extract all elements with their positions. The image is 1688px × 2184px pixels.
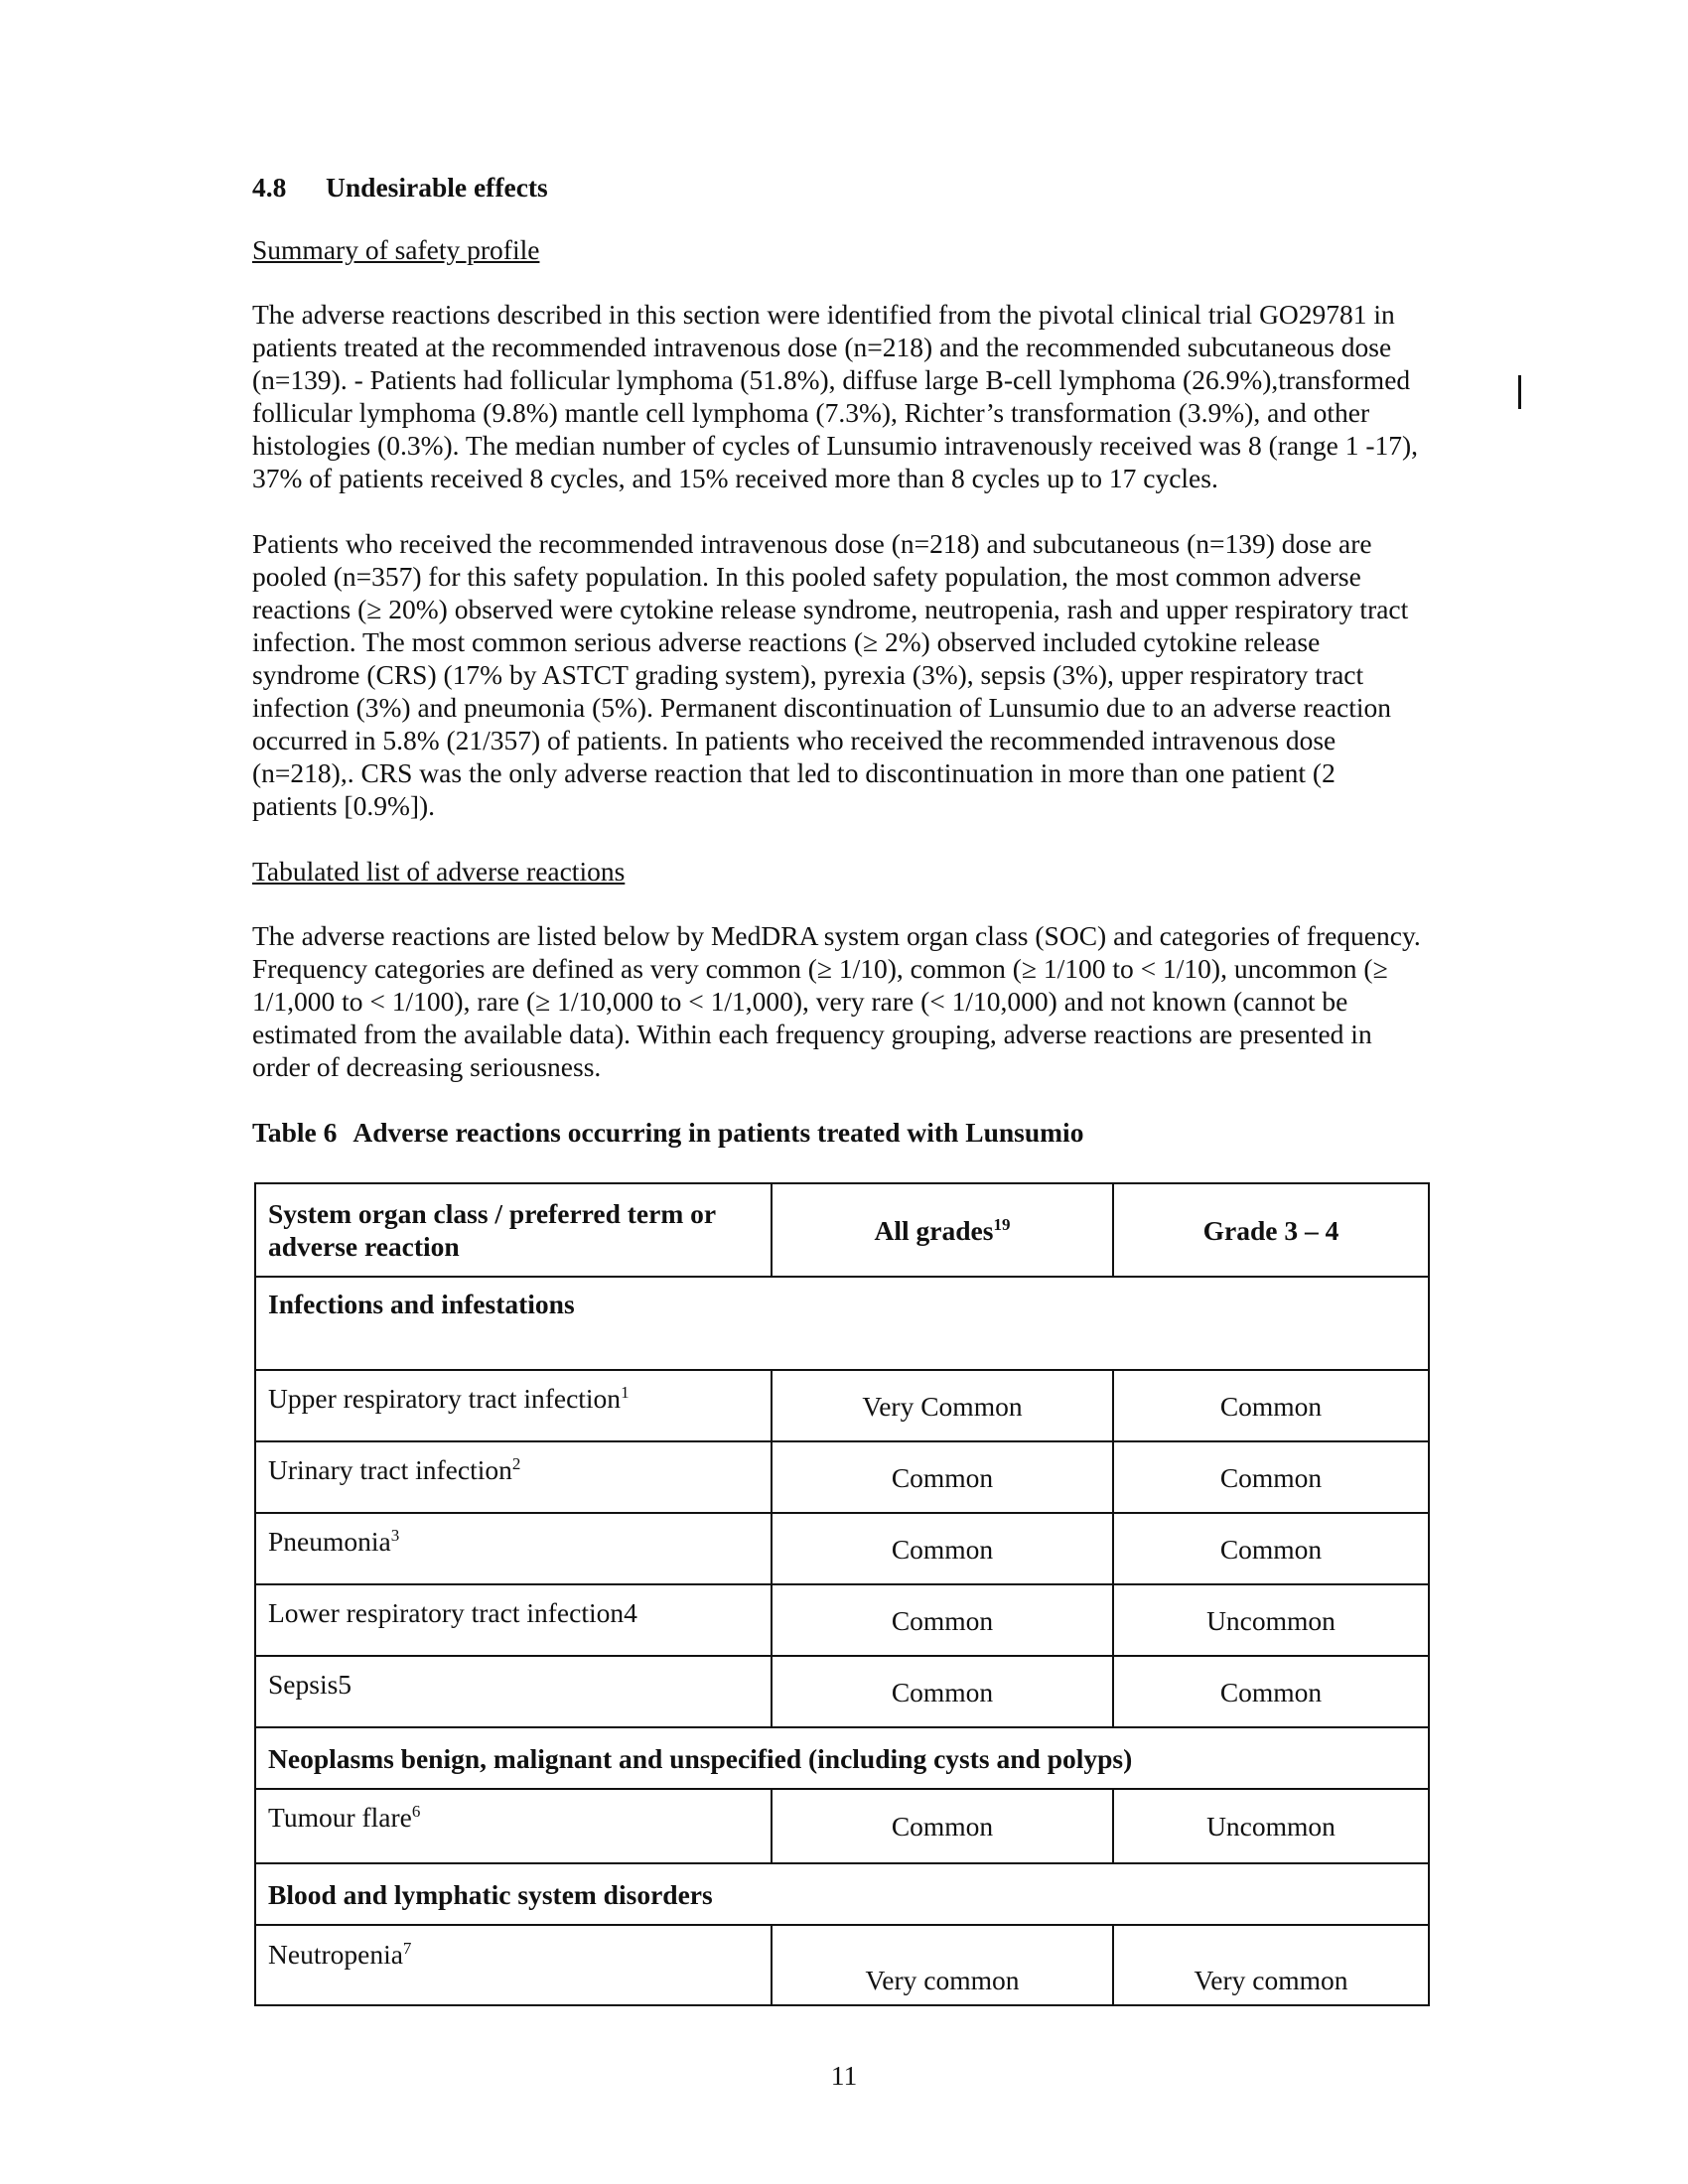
term-label: Neutropenia bbox=[268, 1939, 403, 1970]
term-cell bbox=[255, 1370, 772, 1441]
header-all-grades-label: All grades bbox=[874, 1214, 994, 1246]
term-cell bbox=[255, 1656, 772, 1727]
term-cell bbox=[255, 1441, 772, 1513]
all-grades-cell: Very common bbox=[772, 1925, 1113, 2005]
grade-3-4-cell: Common bbox=[1113, 1370, 1429, 1441]
all-grades-cell: Common bbox=[772, 1584, 1113, 1656]
table-number: Table 6 bbox=[252, 1117, 338, 1148]
page-number: 11 bbox=[830, 2060, 858, 2091]
table-row bbox=[255, 1584, 1429, 1656]
term-label: Sepsis5 bbox=[268, 1669, 352, 1700]
all-grades-cell: Common bbox=[772, 1789, 1113, 1863]
header-soc: System organ class / preferred term or adverse reaction bbox=[255, 1183, 772, 1277]
header-all-grades bbox=[772, 1183, 1113, 1277]
table-row bbox=[255, 1925, 1429, 2005]
soc-row bbox=[255, 1277, 1429, 1370]
section-title: Undesirable effects bbox=[326, 172, 548, 203]
table-caption bbox=[252, 1116, 1424, 1149]
paragraph-safety-population: Patients who received the recommended intravenous dose (n=218) and subcutaneous (n=139) dose are pooled (n=357) for this safety population. In this pooled safety population, the most common adverse reactions (≥ 20%) observed were cytokine release syndrome, neutropenia, rash and upper respiratory tract infection. The most common serious adverse reactions (≥ 2%) observed included cytokine release syndrome (CRS) (17% by ASTCT grading system), pyrexia (3%), sepsis (3%), upper respiratory tract infection (3%) and pneumonia (5%). Permanent discontinuation of Lunsumio due to an adverse reaction occurred in 5.8% (21/357) of patients. In patients who received the recommended intravenous dose (n=218),. CRS was the only adverse reaction that led to discontinuation in more than one patient (2 patients [0.9%]). bbox=[252, 528, 1409, 821]
term-footnote: 3 bbox=[390, 1525, 400, 1545]
soc-blood-lymphatic: Blood and lymphatic system disorders bbox=[255, 1863, 1429, 1925]
summary-heading: Summary of safety profile bbox=[252, 234, 540, 265]
all-grades-cell: Common bbox=[772, 1441, 1113, 1513]
paragraph-study-description: The adverse reactions described in this section were identified from the pivotal clinical trial GO29781 in patients treated at the recommended intravenous dose (n=218) and the recommended subcutaneous dose (n=139). - Patients had follicular lymphoma (51.8%), diffuse large B-cell lymphoma (26.9%),transformed follicular lymphoma (9.8%) mantle cell lymphoma (7.3%), Richter’s transformation (3.9%), and other histologies (0.3%). The median number of cycles of Lunsumio intravenously received was 8 (range 1 -17), 37% of patients received 8 cycles, and 15% received more than 8 cycles up to 17 cycles. bbox=[252, 299, 1419, 493]
table-row bbox=[255, 1513, 1429, 1584]
grade-3-4-cell: Common bbox=[1113, 1441, 1429, 1513]
term-label: Pneumonia bbox=[268, 1526, 391, 1557]
term-cell bbox=[255, 1584, 772, 1656]
paragraph-frequency-categories: The adverse reactions are listed below by MedDRA system organ class (SOC) and categories of frequency. Frequency categories are defined as very common (≥ 1/10), common (≥ 1/100 to < 1/10), uncommon (≥ 1/1,000 to < 1/100), rare (≥ 1/10,000 to < 1/1,000), very rare (< 1/10,000) and not known (cannot be estimated from the available data). Within each frequency grouping, adverse reactions are presented in order of decreasing seriousness. bbox=[252, 920, 1421, 1082]
soc-row bbox=[255, 1727, 1429, 1789]
header-all-grades-footnote: 19 bbox=[993, 1214, 1011, 1234]
grade-3-4-cell: Uncommon bbox=[1113, 1584, 1429, 1656]
adverse-reactions-table bbox=[254, 1182, 1430, 2006]
soc-row bbox=[255, 1863, 1429, 1925]
grade-3-4-cell: Very common bbox=[1113, 1925, 1429, 2005]
table-row bbox=[255, 1441, 1429, 1513]
soc-neoplasms: Neoplasms benign, malignant and unspecified (including cysts and polyps) bbox=[255, 1727, 1429, 1789]
page-content bbox=[252, 171, 1424, 2006]
table-row bbox=[255, 1789, 1429, 1863]
section-number: 4.8 bbox=[252, 172, 287, 203]
term-footnote: 7 bbox=[402, 1938, 412, 1958]
term-footnote: 1 bbox=[621, 1382, 630, 1402]
tabulated-heading: Tabulated list of adverse reactions bbox=[252, 856, 626, 887]
grade-3-4-cell: Common bbox=[1113, 1656, 1429, 1727]
term-footnote: 6 bbox=[411, 1801, 421, 1821]
table-row bbox=[255, 1656, 1429, 1727]
grade-3-4-cell: Uncommon bbox=[1113, 1789, 1429, 1863]
header-grade-3-4: Grade 3 – 4 bbox=[1113, 1183, 1429, 1277]
all-grades-cell: Common bbox=[772, 1656, 1113, 1727]
term-label: Upper respiratory tract infection bbox=[268, 1383, 622, 1414]
term-cell bbox=[255, 1513, 772, 1584]
soc-infections: Infections and infestations bbox=[255, 1277, 1429, 1370]
term-label: Urinary tract infection bbox=[268, 1454, 512, 1485]
grade-3-4-cell: Common bbox=[1113, 1513, 1429, 1584]
table-row bbox=[255, 1370, 1429, 1441]
section-heading bbox=[252, 171, 1424, 204]
all-grades-cell: Very Common bbox=[772, 1370, 1113, 1441]
term-label: Tumour flare bbox=[268, 1802, 412, 1833]
term-cell bbox=[255, 1925, 772, 2005]
all-grades-cell: Common bbox=[772, 1513, 1113, 1584]
table-title: Adverse reactions occurring in patients treated with Lunsumio bbox=[352, 1117, 1084, 1148]
revision-change-bar bbox=[1518, 375, 1521, 409]
table-header-row bbox=[255, 1183, 1429, 1277]
term-label: Lower respiratory tract infection4 bbox=[268, 1597, 637, 1628]
term-footnote: 2 bbox=[511, 1453, 521, 1473]
term-cell bbox=[255, 1789, 772, 1863]
